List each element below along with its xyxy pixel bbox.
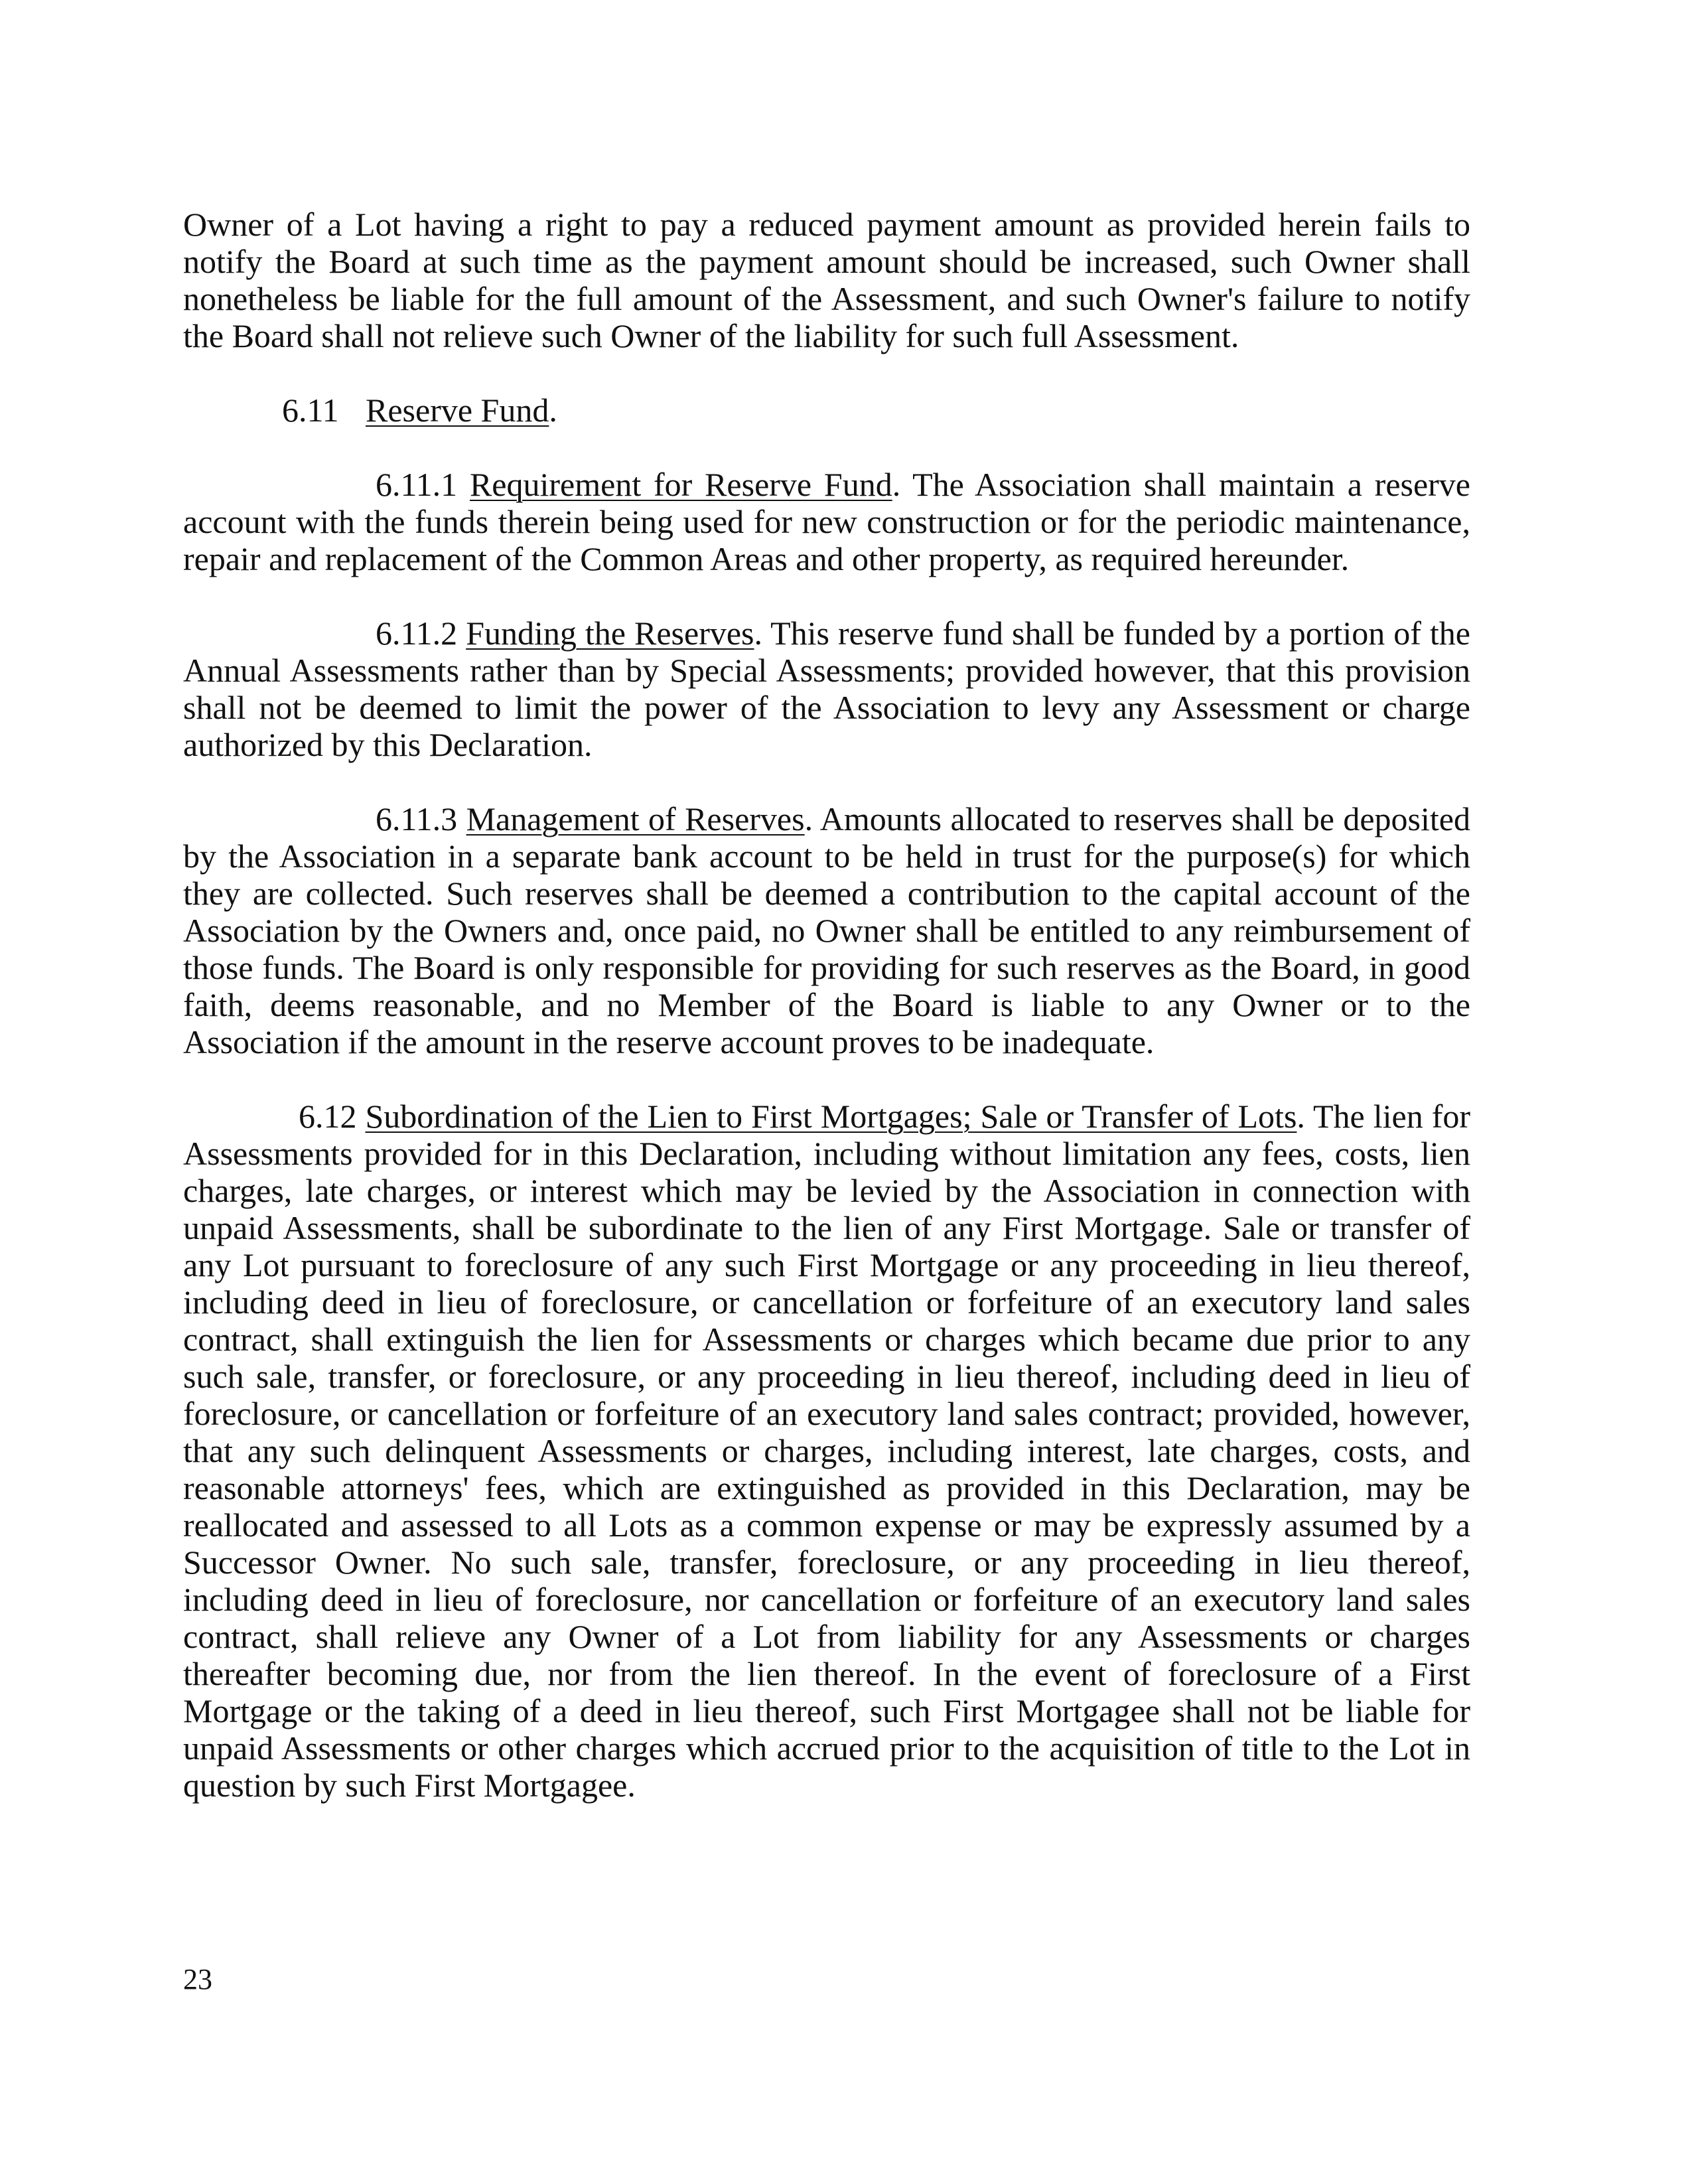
section-6-11-3-body: . Amounts allocated to reserves shall be deposited by the Association in a separate bank account to be held in trust for the purpose(s) for which they are collected. Such reserves shall be deemed a contribution to the capital account of the Association by the Owners and, once paid, no Owner shall be entitled to any reimbursement of those funds. The Board is only responsible for providing for such reserves as the Board, in good faith, deems reasonable, and no Member of the Board is liable to any Owner or to the Association if the amount in the reserve account proves to be inadequate. — [183, 800, 1470, 1060]
section-6-12-paragraph — [183, 1098, 1470, 1804]
section-6-11-2-number: 6.11.2 — [376, 615, 458, 652]
section-6-11-1-body: . The Association shall maintain a reserve account with the funds therein being used for new construction or for the periodic maintenance, repair and replacement of the Common Areas and other property, as required hereunder. — [183, 466, 1471, 577]
section-6-11-3-paragraph — [183, 800, 1470, 1060]
opening-paragraph: Owner of a Lot having a right to pay a reduced payment amount as provided herein fails to notify the Board at such time as the payment amount should be increased, such Owner shall nonetheless be liable for the full amount of the Assessment, and such Owner's failure to notify the Board shall not relieve such Owner of the liability for such full Assessment. — [183, 206, 1470, 354]
section-6-12-body: . The lien for Assessments provided for in this Declaration, including without limitation any fees, costs, lien charges, late charges, or interest which may be levied by the Association in connection with unpaid Assessments, shall be subordinate to the lien of any First Mortgage. Sale or transfer of any Lot pursuant to foreclosure of any such First Mortgage or any proceeding in lieu thereof, including deed in lieu of foreclosure, or cancellation or forfeiture of an executory land sales contract, shall extinguish the lien for Assessments or charges which became due prior to any such sale, transfer, or foreclosure, or any proceeding in lieu thereof, including deed in lieu of foreclosure, or cancellation or forfeiture of an executory land sales contract; provided, however, that any such delinquent Assessments or charges, including interest, late charges, costs, and reasonable attorneys' fees, which are extinguished as provided in this Declaration, may be reallocated and assessed to all Lots as a common expense or may be expressly assumed by a Successor Owner. No such sale, transfer, foreclosure, or any proceeding in lieu thereof, including deed in lieu of foreclosure, nor cancellation or forfeiture of an executory land sales contract, shall relieve any Owner of a Lot from liability for any Assessments or charges thereafter becoming due, nor from the lien thereof. In the event of foreclosure of a First Mortgage or the taking of a deed in lieu thereof, such First Mortgagee shall not be liable for unpaid Assessments or other charges which accrued prior to the acquisition of title to the Lot in question by such First Mortgagee. — [183, 1098, 1470, 1804]
page-number: 23 — [183, 1963, 212, 1996]
section-6-11-heading — [183, 392, 1470, 429]
section-6-11-2-title: Funding the Reserves — [466, 615, 754, 652]
section-6-12-title: Subordination of the Lien to First Mortgages; Sale or Transfer of Lots — [365, 1098, 1297, 1135]
section-6-12-number: 6.12 — [299, 1098, 357, 1135]
section-6-11-title-period: . — [549, 392, 557, 429]
section-6-11-1-paragraph — [183, 466, 1470, 577]
section-6-11-1-number: 6.11.1 — [376, 466, 458, 503]
section-6-11-number: 6.11 — [282, 392, 339, 429]
section-6-11-2-paragraph — [183, 615, 1470, 763]
section-6-11-3-title: Management of Reserves — [466, 800, 805, 837]
section-6-11-3-number: 6.11.3 — [376, 800, 458, 837]
section-6-11-1-title: Requirement for Reserve Fund — [469, 466, 892, 503]
section-6-11-title: Reserve Fund — [366, 392, 549, 429]
document-body — [183, 206, 1470, 1841]
section-6-11-2-body: . This reserve fund shall be funded by a portion of the Annual Assessments rather than by Special Assessments; provided however, that this provision shall not be deemed to limit the power of the Association to levy any Assessment or charge authorized by this Declaration. — [183, 615, 1471, 763]
